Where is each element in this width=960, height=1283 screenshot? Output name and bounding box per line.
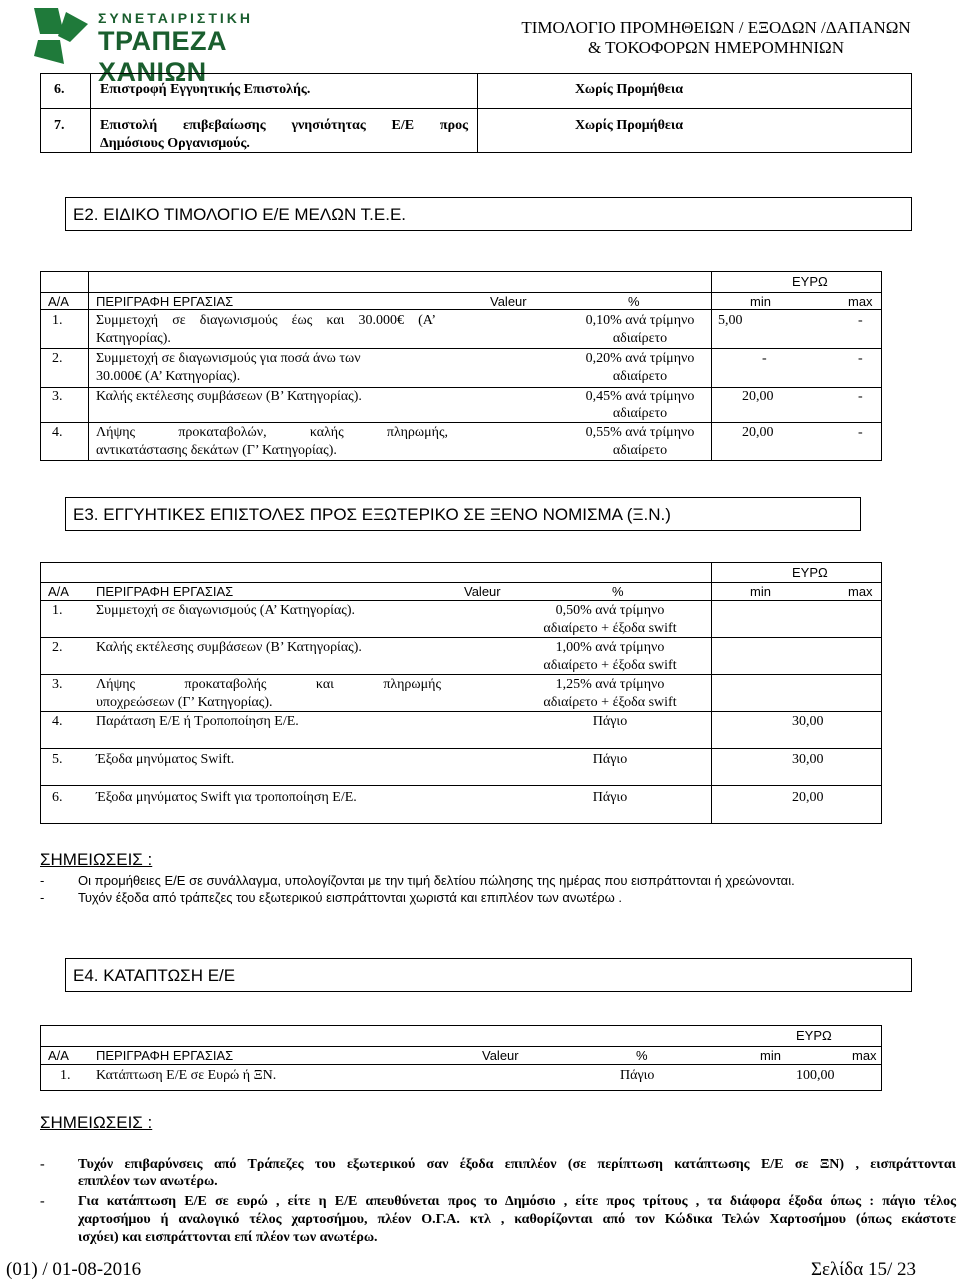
e2-row2-num: 2. [52,351,63,366]
e3-row5-pct1: Πάγιο [592,752,628,767]
top-row7-desc2: Δημόσιους Οργανισμούς. [100,136,250,151]
e2-row1-max: - [858,313,863,328]
e3-row3-desc2: υποχρεώσεων (Γ’ Κατηγορίας). [96,695,273,710]
notes2-item2-line1: Για κατάπτωση Ε/Ε σε ευρώ , είτε η Ε/Ε απευθύνεται προς το Δημόσιο , είτε προς τρίτους , τα διάφορα έξοδα όπως : πάγιο τέλος [78,1194,956,1209]
top-row6-fee: Χωρίς Προμήθεια [575,82,684,97]
e2-row4-pct2: αδιαίρετο [612,443,668,458]
e2-row2-pct1: 0,20% ανά τρίμηνο [585,351,695,366]
e2-row2-max: - [858,351,863,366]
e2-row4-num: 4. [52,425,63,440]
e3-row3-desc1: Λήψης προκαταβολής και πληρωμής [96,677,441,692]
e4-header-aa: Α/Α [48,1048,69,1063]
e4-header-valeur: Valeur [482,1048,519,1063]
e2-row3-pct1: 0,45% ανά τρίμηνο [585,389,695,404]
logo-main-text: ΤΡΑΠΕΖΑ ΧΑΝΙΩΝ [98,26,227,87]
header-title-line1: ΤΙΜΟΛΟΓΙΟ ΠΡΟΜΗΘΕΙΩΝ / ΕΞΟΔΩΝ /ΔΑΠΑΝΩΝ [521,18,911,37]
e3-row1-desc1: Συμμετοχή σε διαγωνισμούς (Α’ Κατηγορίας). [96,603,355,618]
e4-row1-desc: Κατάπτωση Ε/Ε σε Ευρώ ή ΞΝ. [96,1068,277,1083]
e4-header-max: max [852,1048,877,1063]
e3-header-pct: % [612,584,624,599]
top-row7-desc1: Επιστολή επιβεβαίωσης γνησιότητας Ε/Ε προς [100,118,468,133]
notes2-title: ΣΗΜΕΙΩΣΕΙΣ : [40,1113,153,1132]
e3-currency-label: ΕΥΡΩ [792,565,828,580]
notes1-title: ΣΗΜΕΙΩΣΕΙΣ : [40,850,153,869]
e3-row5-num: 5. [52,752,63,767]
e2-row2-pct2: αδιαίρετο [612,369,668,384]
e3-row4-pct1: Πάγιο [592,714,628,729]
e2-row4-pct1: 0,55% ανά τρίμηνο [585,425,695,440]
e3-row6-num: 6. [52,790,63,805]
document-header [516,18,916,58]
logo-emblem-icon [30,6,92,68]
notes1-item2: Τυχόν έξοδα από τράπεζες του εξωτερικού εισπράττονται χωριστά και επιπλέον των ανωτέρω . [78,890,623,905]
e3-row4-num: 4. [52,714,63,729]
e3-row1-num: 1. [52,603,63,618]
e3-row6-min: 20,00 [792,790,824,805]
top-row7-num: 7. [54,118,65,133]
notes1-item1: Οι προμήθειες Ε/Ε σε συνάλλαγμα, υπολογίζονται με την τιμή δελτίου πώλησης της ημέρας που εισπράττονται ή χρεώνονται. [78,873,795,888]
header-title-line2: & ΤΟΚΟΦΟΡΩΝ ΗΜΕΡΟΜΗΝΙΩΝ [588,38,844,57]
notes2-item2-line3: ισχύει) και εισπράττονται επί πλέον των ανωτέρω. [78,1230,378,1245]
e2-title: Ε2. ΕΙΔΙΚΟ ΤΙΜΟΛΟΓΙΟ Ε/Ε ΜΕΛΩΝ Τ.Ε.Ε. [73,205,407,224]
e4-currency-label: ΕΥΡΩ [796,1028,832,1043]
logo-top-text: ΣΥΝΕΤΑΙΡΙΣΤΙΚΗ [98,10,253,26]
footer-left: (01) / 01-08-2016 [6,1259,142,1280]
e3-row2-pct1: 1,00% ανά τρίμηνο [555,640,665,655]
e2-row3-pct2: αδιαίρετο [612,406,668,421]
e4-header-desc: ΠΕΡΙΓΡΑΦΗ ΕΡΓΑΣΙΑΣ [96,1048,234,1063]
e2-header-valeur: Valeur [490,294,527,309]
e3-row3-num: 3. [52,677,63,692]
e2-row2-min: - [762,351,767,366]
e3-row2-num: 2. [52,640,63,655]
e3-header-max: max [848,584,873,599]
e2-row4-desc2: αντικατάστασης δεκάτων (Γ’ Κατηγορίας). [96,443,337,458]
e3-row6-pct1: Πάγιο [592,790,628,805]
e3-row5-desc1: Έξοδα μηνύματος Swift. [96,752,235,767]
top-row6-desc: Επιστροφή Εγγυητικής Επιστολής. [100,82,311,97]
e2-header-desc: ΠΕΡΙΓΡΑΦΗ ΕΡΓΑΣΙΑΣ [96,294,234,309]
e3-row4-desc1: Παράταση Ε/Ε ή Τροποποίηση Ε/Ε. [96,714,299,729]
e2-header-max: max [848,294,873,309]
notes2-item2-line2: χαρτοσήμου ή αναλογικό τέλος χαρτοσήμου, πλέον Ο.Γ.Α. κτλ , καθορίζονται από τον Κώδικα Τελών Χαρτοσήμου (όπως εκάστοτε [78,1212,956,1227]
e3-header-desc: ΠΕΡΙΓΡΑΦΗ ΕΡΓΑΣΙΑΣ [96,584,234,599]
e2-header-min: min [750,294,771,309]
e2-header-aa: Α/Α [48,294,69,309]
e3-row6-desc1: Έξοδα μηνύματος Swift για τροποποίηση Ε/Ε. [96,790,357,805]
e2-row4-max: - [858,425,863,440]
e2-row2-desc1: Συμμετοχή σε διαγωνισμούς για ποσά άνω των [96,351,361,366]
notes1-item2-bullet: - [40,890,45,905]
notes2-item2-bullet: - [40,1194,45,1209]
e2-row1-pct1: 0,10% ανά τρίμηνο [585,313,695,328]
e3-row3-pct2: αδιαίρετο + έξοδα swift [543,695,677,710]
e3-header-valeur: Valeur [464,584,501,599]
e4-row1-min: 100,00 [796,1068,835,1083]
e2-row3-max: - [858,389,863,404]
e2-row2-desc2: 30.000€ (Α’ Κατηγορίας). [96,369,241,384]
e3-row4-min: 30,00 [792,714,824,729]
bank-logo [30,6,300,87]
footer-page-number: Σελίδα 15/ 23 [810,1259,916,1280]
e2-row1-num: 1. [52,313,63,328]
e4-header-pct: % [636,1048,648,1063]
e2-row1-desc1: Συμμετοχή σε διαγωνισμούς έως και 30.000€ (Α’ [96,313,436,328]
e4-row1-pct: Πάγιο [620,1068,655,1083]
top-row6-num: 6. [54,82,65,97]
e2-row4-min: 20,00 [742,425,774,440]
e3-row3-pct1: 1,25% ανά τρίμηνο [555,677,665,692]
e2-row4-desc1: Λήψης προκαταβολών, καλής πληρωμής, [96,425,448,440]
notes2-item1-line2: επιπλέον των ανωτέρω. [78,1174,218,1189]
top-row7-fee: Χωρίς Προμήθεια [575,118,684,133]
e3-header-min: min [750,584,771,599]
e3-row1-pct1: 0,50% ανά τρίμηνο [555,603,665,618]
e2-row3-desc1: Καλής εκτέλεσης συμβάσεων (Β’ Κατηγορίας). [96,389,362,404]
e3-row1-pct2: αδιαίρετο + έξοδα swift [543,621,677,636]
e2-row3-min: 20,00 [742,389,774,404]
e3-row2-pct2: αδιαίρετο + έξοδα swift [543,658,677,673]
e2-header-pct: % [628,294,640,309]
notes2-item1-bullet: - [40,1157,45,1172]
notes1-item1-bullet: - [40,873,45,888]
notes2-item1-line1: Τυχόν επιβαρύνσεις από Τράπεζες του εξωτερικού σαν έξοδα επιπλέον (σε περίπτωση κατάπτωσης Ε/Ε σε ΞΝ) , εισπράττονται [78,1157,956,1172]
e2-row1-pct2: αδιαίρετο [612,331,668,346]
e3-row2-desc1: Καλής εκτέλεσης συμβάσεων (Β’ Κατηγορίας). [96,640,362,655]
e4-title: Ε4. ΚΑΤΑΠΤΩΣΗ Ε/Ε [73,966,236,985]
e2-currency-label: ΕΥΡΩ [792,274,828,289]
e3-title: Ε3. ΕΓΓΥΗΤΙΚΕΣ ΕΠΙΣΤΟΛΕΣ ΠΡΟΣ ΕΞΩΤΕΡΙΚΟ ΣΕ ΞΕΝΟ ΝΟΜΙΣΜΑ (Ξ.Ν.) [73,505,671,524]
e2-row3-num: 3. [52,389,63,404]
e2-row1-desc2: Κατηγορίας). [96,331,171,346]
e4-row1-num: 1. [60,1068,71,1083]
e3-row5-min: 30,00 [792,752,824,767]
e2-row1-min: 5,00 [718,313,743,328]
e3-header-aa: Α/Α [48,584,69,599]
e4-header-min: min [760,1048,781,1063]
